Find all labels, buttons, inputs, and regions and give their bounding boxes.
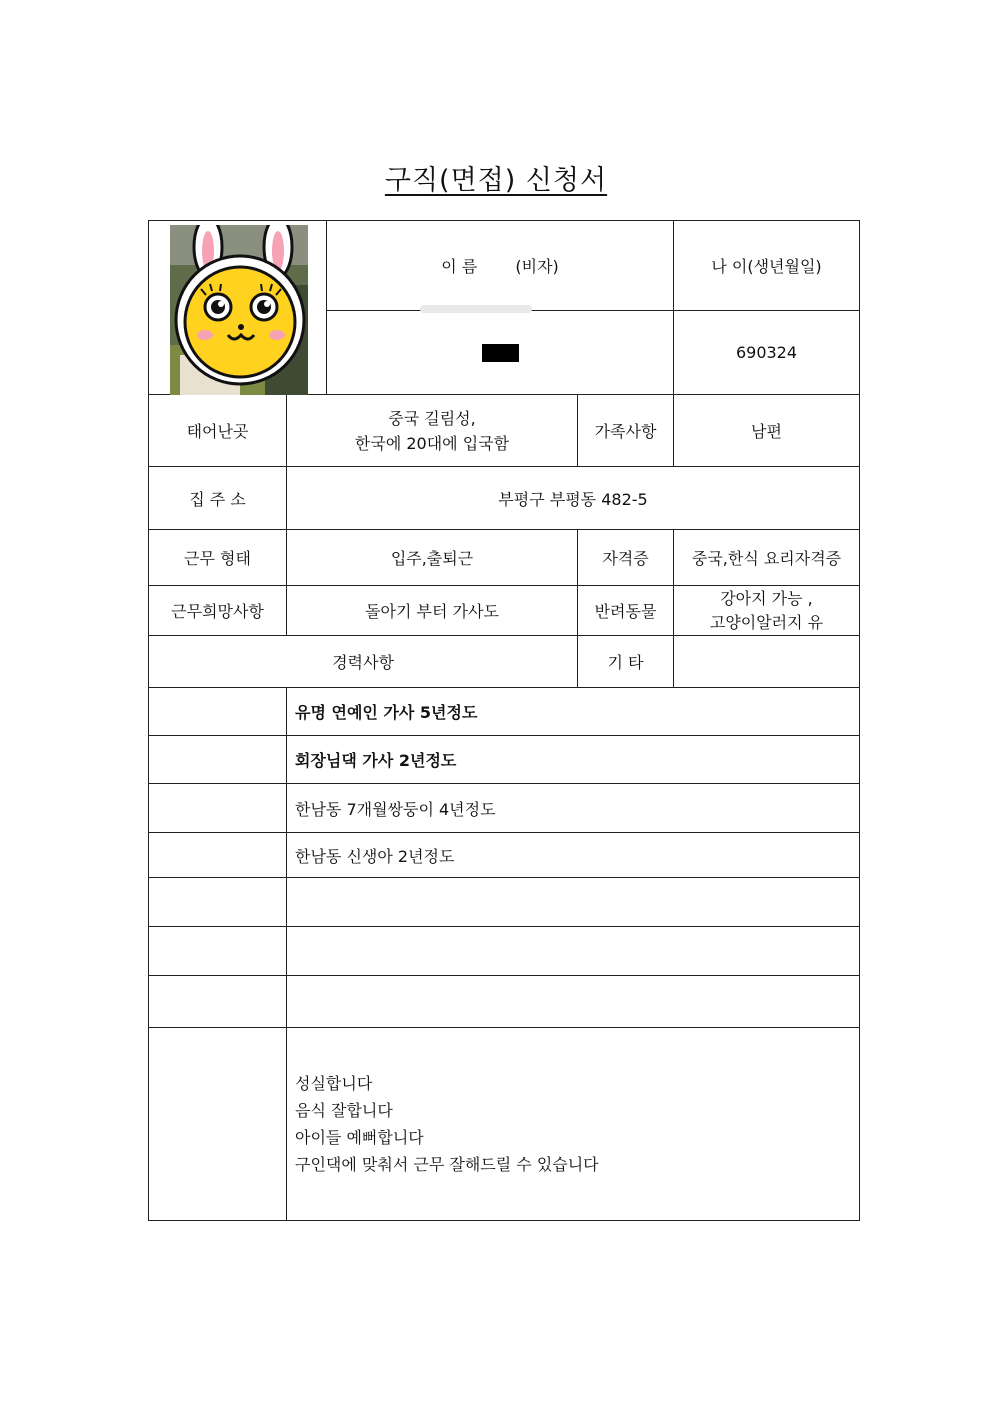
form-row-career-header bbox=[149, 636, 860, 688]
career-item: 회장님댁 가사 2년정도 bbox=[287, 736, 860, 784]
career-item-empty bbox=[287, 927, 860, 976]
career-row-empty bbox=[149, 927, 860, 976]
application-form-table bbox=[148, 220, 860, 1221]
form-row-birthplace bbox=[149, 395, 860, 467]
name-value-cell bbox=[327, 311, 674, 395]
career-row-label-cell bbox=[149, 784, 287, 833]
blurred-name bbox=[420, 305, 532, 313]
career-row-empty bbox=[149, 878, 860, 927]
career-row-label-cell bbox=[149, 833, 287, 878]
work-type-value-cell bbox=[287, 530, 578, 586]
work-type-value: 입주,출퇴근 bbox=[390, 549, 474, 568]
career-row bbox=[149, 784, 860, 833]
license-value-cell bbox=[674, 530, 860, 586]
family-value: 남편 bbox=[751, 422, 782, 441]
license-label: 자격증 bbox=[602, 549, 649, 568]
age-label: 나 이(생년월일) bbox=[711, 257, 822, 276]
license-label-cell bbox=[578, 530, 674, 586]
intro-text-cell bbox=[287, 1028, 860, 1221]
address-label-cell bbox=[149, 467, 287, 530]
intro-line: 성실합니다 bbox=[295, 1074, 373, 1093]
birth-value: 690324 bbox=[735, 343, 798, 362]
career-row-empty bbox=[149, 976, 860, 1028]
birthplace-line-2: 한국에 20대에 입국함 bbox=[354, 433, 510, 453]
career-row-label-cell bbox=[149, 878, 287, 927]
name-label-cell bbox=[327, 221, 674, 311]
work-type-label-cell bbox=[149, 530, 287, 586]
etc-label-cell bbox=[578, 636, 674, 688]
intro-line: 음식 잘합니다 bbox=[295, 1101, 393, 1120]
career-row-label-cell bbox=[149, 688, 287, 736]
intro-line: 구인댁에 맞춰서 근무 잘해드릴 수 있습니다 bbox=[295, 1155, 599, 1174]
redacted-name-block bbox=[482, 344, 519, 362]
name-label: 이 름 bbox=[441, 257, 478, 276]
address-label: 집 주 소 bbox=[189, 489, 246, 509]
birthplace-line-1: 중국 길림성, bbox=[388, 408, 476, 428]
etc-value-cell bbox=[674, 636, 860, 688]
career-row-label-cell bbox=[149, 927, 287, 976]
intro-label-cell bbox=[149, 1028, 287, 1221]
etc-label: 기 타 bbox=[607, 653, 644, 672]
license-value: 중국,한식 요리자격증 bbox=[691, 549, 842, 568]
career-item-empty bbox=[287, 878, 860, 927]
birthplace-value-cell bbox=[287, 395, 578, 467]
birthplace-label-cell bbox=[149, 395, 287, 467]
wish-value: 돌아기 부터 가사도 bbox=[365, 602, 499, 621]
pet-line-1: 강아지 가능 , bbox=[720, 588, 813, 608]
page-title bbox=[0, 158, 992, 197]
wish-value-cell bbox=[287, 586, 578, 636]
pet-label-cell bbox=[578, 586, 674, 636]
wish-label: 근무희망사항 bbox=[171, 602, 264, 621]
applicant-photo bbox=[170, 225, 308, 395]
work-type-label: 근무 형태 bbox=[184, 549, 251, 568]
career-label: 경력사항 bbox=[332, 653, 394, 672]
career-item-empty bbox=[287, 976, 860, 1028]
family-label: 가족사항 bbox=[594, 422, 657, 441]
career-item: 한남동 신생아 2년정도 bbox=[287, 833, 860, 878]
family-label-cell bbox=[578, 395, 674, 467]
intro-row bbox=[149, 1028, 860, 1221]
career-row bbox=[149, 688, 860, 736]
age-label-cell bbox=[674, 221, 860, 311]
career-row-label-cell bbox=[149, 736, 287, 784]
address-value: 부평구 부평동 482-5 bbox=[498, 489, 648, 509]
wish-label-cell bbox=[149, 586, 287, 636]
career-row bbox=[149, 736, 860, 784]
visa-label: (비자) bbox=[515, 257, 559, 276]
birth-value-cell bbox=[674, 311, 860, 395]
title-text: 구직(면접) 신청서 bbox=[384, 165, 608, 196]
pet-line-2: 고양이알러지 유 bbox=[709, 612, 824, 632]
career-row-label-cell bbox=[149, 976, 287, 1028]
address-value-cell bbox=[287, 467, 860, 530]
form-row-work-type bbox=[149, 530, 860, 586]
family-value-cell bbox=[674, 395, 860, 467]
pet-value-cell bbox=[674, 586, 860, 636]
career-item: 유명 연예인 가사 5년정도 bbox=[287, 688, 860, 736]
pet-label: 반려동물 bbox=[594, 602, 657, 621]
form-row-address bbox=[149, 467, 860, 530]
cartoon-mask-avatar-icon bbox=[170, 225, 308, 395]
birthplace-label: 태어난곳 bbox=[186, 422, 249, 441]
career-label-cell bbox=[149, 636, 578, 688]
career-row bbox=[149, 833, 860, 878]
intro-line: 아이들 예뻐합니다 bbox=[295, 1128, 424, 1147]
form-row-name bbox=[149, 221, 860, 311]
form-row-wish bbox=[149, 586, 860, 636]
career-item: 한남동 7개월쌍둥이 4년정도 bbox=[287, 784, 860, 833]
photo-cell bbox=[149, 221, 327, 395]
